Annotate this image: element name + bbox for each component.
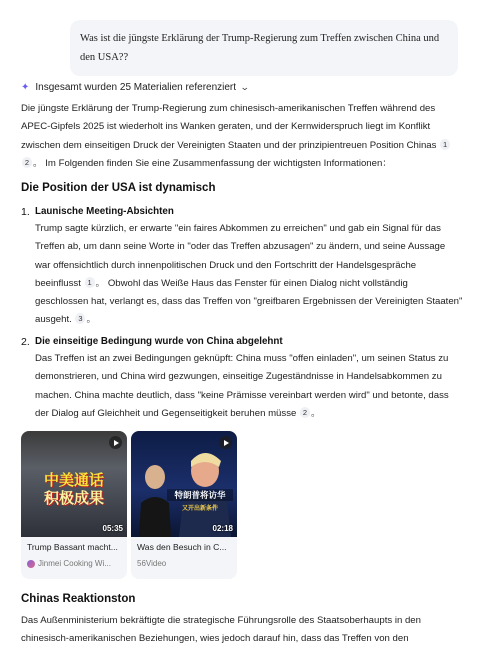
references-label: Insgesamt wurden 25 Materialien referenziert bbox=[35, 81, 237, 93]
user-message-bubble bbox=[70, 20, 458, 76]
video-duration: 05:35 bbox=[102, 524, 123, 533]
channel-avatar bbox=[27, 560, 35, 568]
citation-badge[interactable]: 3 bbox=[75, 313, 85, 324]
list-item-title: Launische Meeting-Absichten bbox=[35, 206, 174, 217]
list-item-body bbox=[35, 350, 463, 423]
citation-badge[interactable]: 1 bbox=[85, 277, 95, 288]
sparkle-icon: ✦ bbox=[21, 81, 30, 93]
video-thumbnail[interactable] bbox=[131, 431, 237, 537]
period: 。 bbox=[33, 157, 43, 169]
thumbnail-caption bbox=[167, 489, 233, 512]
intro-tail: Im Folgenden finden Sie eine Zusammenfassung der wichtigsten Informationen： bbox=[45, 157, 392, 169]
video-duration: 02:18 bbox=[212, 524, 233, 533]
thumbnail-caption-line: 特朗普将访华 bbox=[167, 489, 233, 501]
list-number: 2. bbox=[21, 336, 30, 348]
video-title[interactable]: Trump Bassant macht... bbox=[27, 542, 118, 552]
user-message-text: Was ist die jüngste Erklärung der Trump-Regierung zum Treffen zwischen China und den USA?? bbox=[80, 33, 440, 63]
thumbnail-caption bbox=[27, 471, 121, 507]
play-icon[interactable] bbox=[219, 436, 232, 449]
china-reaction-text: Das Außenministerium bekräftigte die strategische Führungsrolle des Staatsoberhaupts in den chinesisch-amerikanischen Beziehungen, wies jedoch darauf hin, dass das Treffen von den bbox=[21, 615, 421, 645]
list-item-body bbox=[35, 220, 463, 330]
citation-badge[interactable]: 2 bbox=[22, 157, 32, 168]
video-source-name: 56Video bbox=[137, 559, 167, 568]
video-source bbox=[137, 559, 233, 568]
section-heading-china-reaction: Chinas Reaktionston bbox=[21, 593, 136, 605]
china-reaction-paragraph bbox=[21, 612, 461, 649]
period: 。 bbox=[311, 407, 321, 419]
video-title[interactable]: Was den Besuch in C... bbox=[137, 542, 227, 552]
video-source bbox=[27, 559, 123, 568]
intro-text: Die jüngste Erklärung der Trump-Regierung zum chinesisch-amerikanischen Treffen während des APEC-Gipfels 2025 ist wiederholt ins Wanken geraten, und der Kernwiderspruch liegt im Konflikt zwischen dem einseitigen Druck der Vereinigten Staaten und der prinzipientreuen Position Chinas bbox=[21, 103, 437, 151]
citation-badge[interactable]: 1 bbox=[440, 139, 450, 150]
thumbnail-caption-line: 又开出新条件 bbox=[181, 505, 218, 512]
intro-paragraph bbox=[21, 100, 461, 173]
list-number: 1. bbox=[21, 206, 30, 218]
list-item-title: Die einseitige Bedingung wurde von China abgelehnt bbox=[35, 336, 283, 347]
period: 。 bbox=[95, 277, 106, 289]
thumbnail-caption-line: 中美通话 bbox=[43, 471, 104, 489]
thumbnail-caption-line: 积极成果 bbox=[43, 489, 104, 507]
list-item-text: Das Treffen ist an zwei Bedingungen geknüpft: China muss "offen einladen", um seinen Status zu demonstrieren, und China wird gezwungen, einseitige Zugeständnisse in Handelsabkommen zu machen. China machte deutlich, dass "keine Prämisse vereinbart werden wird" und betonte, dass der Dialog auf Gleichheit und Gegenseitigkeit beruhen müsse bbox=[35, 353, 449, 419]
citation-badge[interactable]: 2 bbox=[300, 407, 310, 418]
video-thumbnail[interactable] bbox=[21, 431, 127, 537]
list-item-text: Obwohl das Weiße Haus das Fenster für einen Dialog nicht vollständig geschlossen hat, verlangt es, dass das Treffen von "greifbaren Ergebnissen der Vereinigten Staaten" ausgeht. bbox=[35, 277, 463, 326]
references-toggle[interactable] bbox=[21, 80, 249, 94]
chevron-down-icon: ⌄ bbox=[239, 81, 250, 92]
video-card[interactable] bbox=[131, 431, 237, 579]
video-source-name: Jinmei Cooking Wi... bbox=[38, 559, 111, 568]
list-item-text: Trump sagte kürzlich, er erwarte "ein faires Abkommen zu erreichen" und gab ein Signal für das Treffen ab, um dann seine Worte in "oder das Treffen abzusagen" zu ändern, und seine Aussage war offensichtlich durch innenpolitischen Druck und den Fortschritt der Handelsgespräche beeinflusst bbox=[35, 223, 446, 289]
video-card[interactable] bbox=[21, 431, 127, 579]
section-heading-us-position: Die Position der USA ist dynamisch bbox=[21, 182, 216, 194]
period: 。 bbox=[86, 314, 97, 326]
play-icon[interactable] bbox=[109, 436, 122, 449]
